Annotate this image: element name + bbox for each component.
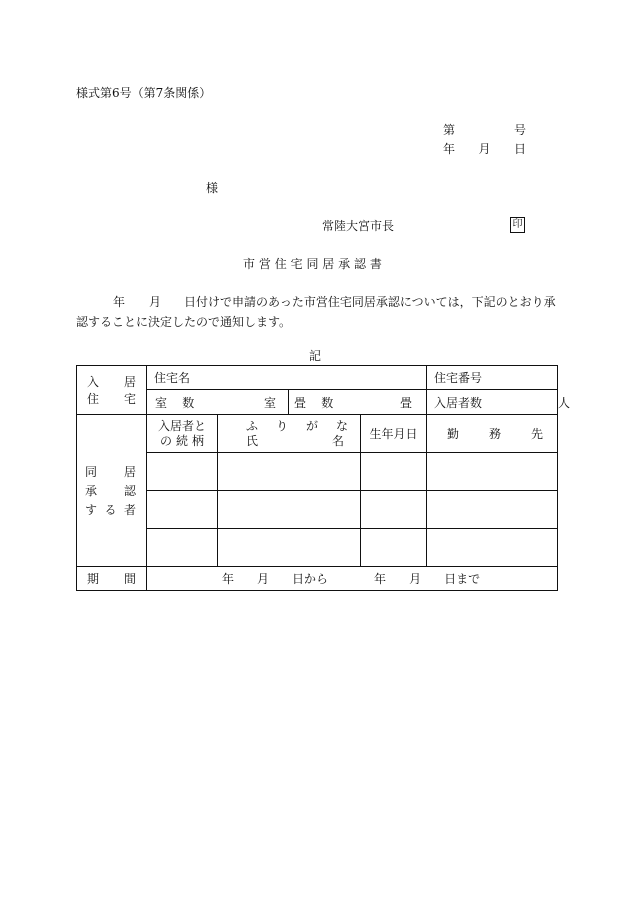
period-label: 期 間 (77, 567, 147, 591)
issue-date (443, 140, 526, 157)
cohabitation-table: 入 居 住 宅 住宅名 住宅番号 室 数 室 畳 数 畳 入居者数 人 同 居 承 認 す る 者 入居者と の 続 柄 ふ り が な 氏 名 生年月日 勤 務 先 期 間 年 月 日から 年 月 日まで (76, 365, 558, 591)
date-day: 日 (513, 142, 526, 156)
table-row (77, 453, 558, 491)
birthdate-input[interactable] (361, 453, 427, 491)
name-input[interactable] (218, 529, 361, 567)
title-char: 営 (258, 257, 271, 271)
title-char: 同 (306, 257, 319, 271)
workplace-input[interactable] (427, 529, 558, 567)
residence-label-cell: 入 居 住 宅 (77, 366, 147, 415)
title-char: 住 (274, 257, 287, 271)
document-title (243, 255, 382, 272)
seal-mark: 印 (510, 217, 525, 233)
rooms-cell: 室 数 室 (147, 390, 289, 415)
date-year: 年 (443, 142, 456, 156)
issuer-name: 常陸大宮市長 (322, 219, 395, 233)
table-row (77, 529, 558, 567)
body-line-1 (76, 293, 557, 310)
name-input[interactable] (218, 453, 361, 491)
form-number: 様式第6号（第7条関係） (76, 86, 212, 100)
relation-header: 入居者と の 続 柄 (147, 415, 218, 453)
document-number (443, 121, 526, 138)
title-char: 書 (369, 257, 382, 271)
tatami-cell: 畳 数 畳 (289, 390, 427, 415)
occupants-cell: 入居者数 (427, 390, 558, 415)
number-suffix: 号 (513, 123, 526, 137)
addressee-suffix: 様 (206, 181, 219, 195)
birthdate-header: 生年月日 (361, 415, 427, 453)
workplace-header: 勤 務 先 (427, 415, 558, 453)
body-text: 日付けで申請のあった市営住宅同居承認については，下記のとおり承 (184, 295, 556, 309)
title-char: 宅 (290, 257, 303, 271)
number-prefix: 第 (443, 123, 456, 137)
relation-input[interactable] (147, 529, 218, 567)
body-line-2: 認することに決定したので通知します。 (76, 315, 292, 329)
ki-label: 記 (309, 349, 322, 363)
housing-number-cell: 住宅番号 (427, 366, 558, 390)
date-month: 月 (478, 142, 491, 156)
title-char: 居 (322, 257, 335, 271)
title-char: 承 (338, 257, 351, 271)
period-value: 年 月 日から 年 月 日まで (147, 567, 558, 591)
relation-input[interactable] (147, 491, 218, 529)
workplace-input[interactable] (427, 491, 558, 529)
workplace-input[interactable] (427, 453, 558, 491)
cohabitant-label-cell: 同 居 承 認 す る 者 (77, 415, 147, 567)
housing-name-cell: 住宅名 (147, 366, 427, 390)
birthdate-input[interactable] (361, 491, 427, 529)
title-char: 認 (354, 257, 367, 271)
name-input[interactable] (218, 491, 361, 529)
body-year: 年 (113, 295, 126, 309)
birthdate-input[interactable] (361, 529, 427, 567)
name-header: ふ り が な 氏 名 (218, 415, 361, 453)
relation-input[interactable] (147, 453, 218, 491)
table-row (77, 491, 558, 529)
body-month: 月 (149, 295, 162, 309)
title-char: 市 (243, 257, 256, 271)
